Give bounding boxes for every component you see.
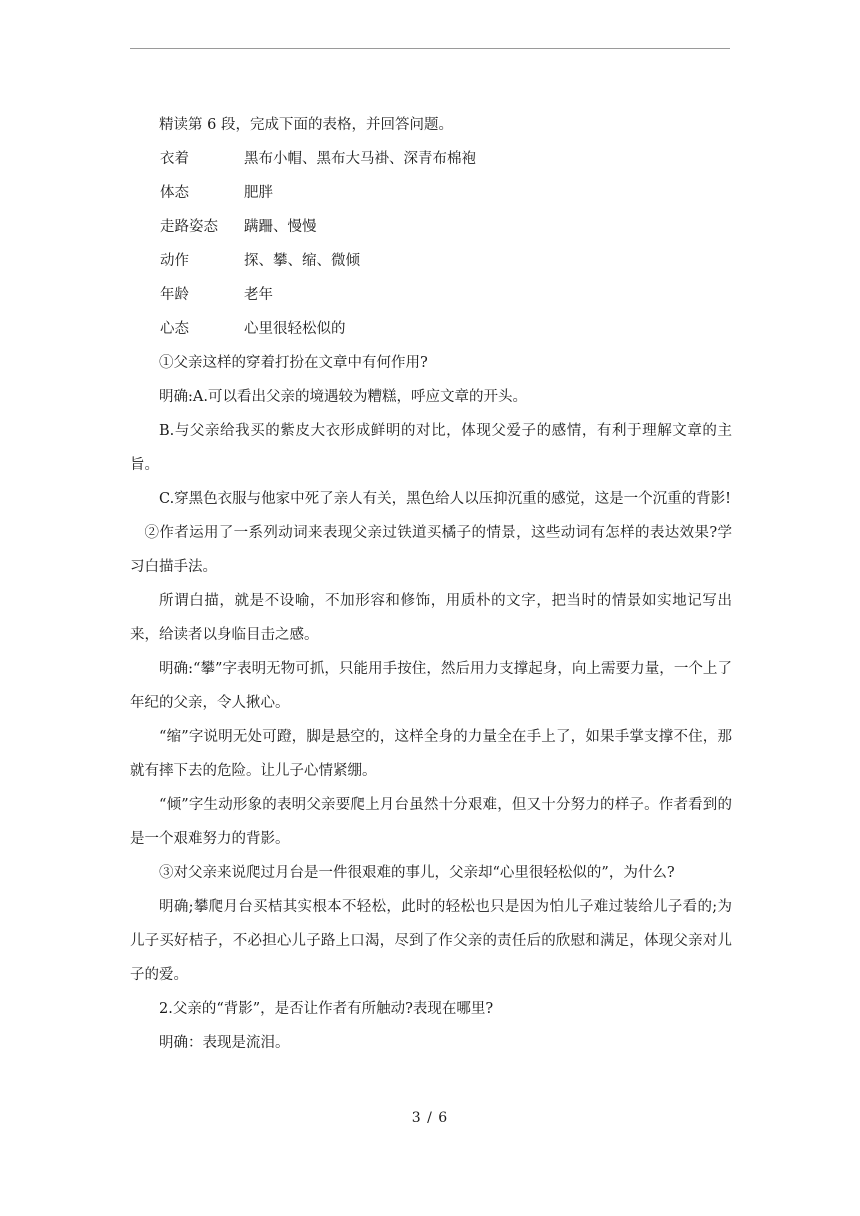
table-label: 年龄 — [160, 287, 189, 303]
question-4: 2.父亲的“背影”，是否让作者有所触动?表现在哪里? — [159, 1001, 494, 1017]
table-value: 老年 — [244, 287, 273, 303]
table-row — [130, 142, 732, 176]
table-value: 黑布小帽、黑布大马褂、深青布棉袍 — [244, 151, 476, 167]
question-1: ①父亲这样的穿着打扮在文章中有何作用? — [159, 355, 428, 371]
header-rule — [130, 48, 730, 49]
table-label: 衣着 — [160, 151, 189, 167]
question-3: ③对父亲来说爬过月台是一件很艰难的事儿，父亲却“心里很轻松似的”，为什么? — [159, 865, 675, 881]
table-value: 肥胖 — [244, 185, 273, 201]
table-row — [130, 244, 732, 278]
question-2: ②作者运用了一系列动词来表现父亲过铁道买橘子的情景，这些动词有怎样的表达效果?学习白描手法。 — [130, 525, 732, 575]
answer-1a: 明确:A.可以看出父亲的境遇较为糟糕，呼应文章的开头。 — [159, 389, 527, 405]
baimiao-definition: 所谓白描，就是不设喻，不加形容和修饰，用质朴的文字，把当时的情景如实地记写出来，给读者以身临目击之感。 — [130, 593, 732, 643]
table-label: 动作 — [160, 253, 189, 269]
answer-1c: C.穿黑色衣服与他家中死了亲人有关，黑色给人以压抑沉重的感觉，这是一个沉重的背影! — [159, 491, 732, 507]
table-label: 走路姿态 — [160, 219, 218, 235]
table-value: 蹒跚、慢慢 — [244, 219, 317, 235]
page-number: 3 / 6 — [411, 1110, 449, 1126]
intro-paragraph: 精读第 6 段，完成下面的表格，并回答问题。 — [159, 117, 453, 133]
answer-4: 明确：表现是流泪。 — [159, 1035, 290, 1051]
document-body — [130, 108, 732, 1060]
table-row — [130, 312, 732, 346]
answer-2-qing: “倾”字生动形象的表明父亲要爬上月台虽然十分艰难，但又十分努力的样子。作者看到的是一个艰难努力的背影。 — [130, 797, 732, 847]
info-table — [130, 142, 732, 346]
table-row — [130, 210, 732, 244]
table-row — [130, 278, 732, 312]
table-row — [130, 176, 732, 210]
table-label: 心态 — [160, 321, 189, 337]
answer-2-suo: “缩”字说明无处可蹬，脚是悬空的，这样全身的力量全在手上了，如果手掌支撑不住，那就有摔下去的危险。让儿子心情紧绷。 — [130, 729, 732, 779]
answer-1b: B.与父亲给我买的紫皮大衣形成鲜明的对比，体现父爱子的感情，有利于理解文章的主旨。 — [130, 423, 732, 473]
table-value: 探、攀、缩、微倾 — [244, 253, 360, 269]
table-label: 体态 — [160, 185, 189, 201]
answer-2-pan: 明确:“攀”字表明无物可抓，只能用手按住，然后用力支撑起身，向上需要力量，一个上了年纪的父亲，令人揪心。 — [130, 661, 732, 711]
table-value: 心里很轻松似的 — [244, 321, 346, 337]
answer-3: 明确;攀爬月台买桔其实根本不轻松，此时的轻松也只是因为怕儿子难过装给儿子看的;为儿子买好桔子，不必担心儿子路上口渴，尽到了作父亲的责任后的欣慰和满足，体现父亲对儿子的爱。 — [130, 899, 732, 983]
